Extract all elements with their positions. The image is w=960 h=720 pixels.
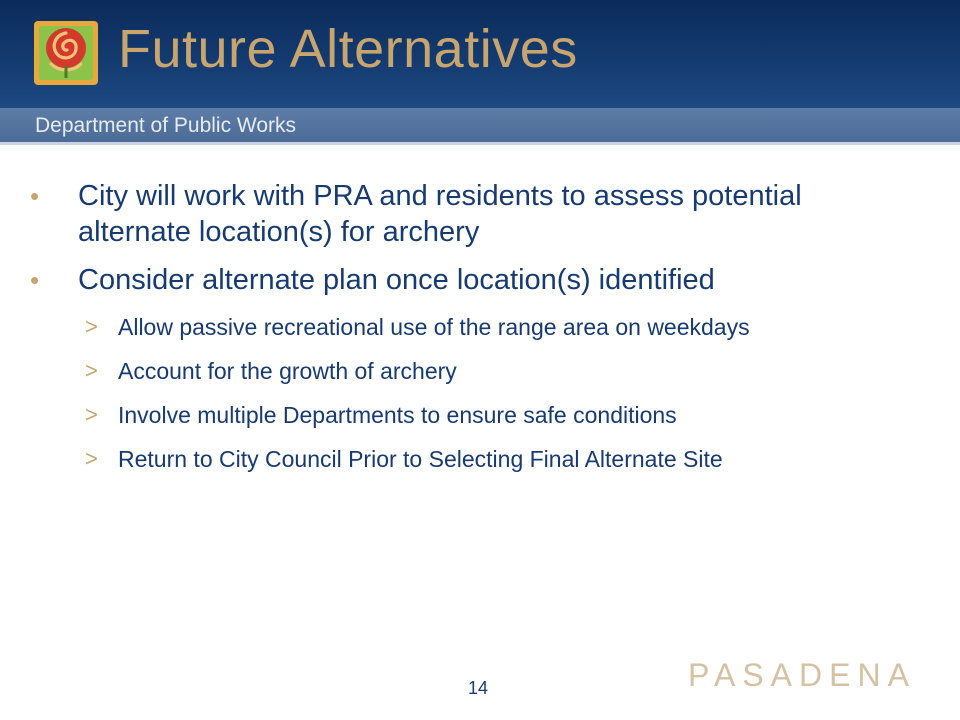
bullet-item (30, 178, 910, 250)
bullet-text: Consider alternate plan once location(s) identified (78, 264, 715, 296)
rose-icon (33, 20, 99, 86)
sub-bullet-item (30, 444, 910, 474)
bullet-item (30, 262, 910, 474)
sub-bullet-marker: > (85, 314, 98, 339)
sub-bullet-item (30, 400, 910, 430)
sub-bullet-item (30, 356, 910, 386)
slide-title: Future Alternatives (118, 19, 578, 79)
sub-bullet-list (30, 312, 910, 474)
bullet-marker: • (30, 265, 40, 295)
sub-bullet-text: Allow passive recreational use of the range area on weekdays (118, 314, 750, 340)
pasadena-logo: PASADENA (688, 657, 916, 693)
bullet-marker: • (30, 181, 40, 211)
sub-bullet-marker: > (85, 402, 98, 427)
sub-bullet-marker: > (85, 446, 98, 471)
sub-bullet-text: Return to City Council Prior to Selecting Final Alternate Site (118, 446, 723, 472)
sub-bullet-marker: > (85, 358, 98, 383)
sub-bullet-text: Involve multiple Departments to ensure safe conditions (118, 402, 677, 428)
bullet-list (30, 178, 910, 488)
sub-bullet-text: Account for the growth of archery (118, 358, 457, 384)
bullet-text: City will work with PRA and residents to assess potential alternate location(s) for archery (78, 180, 802, 248)
sub-bullet-item (30, 312, 910, 342)
page-number: 14 (468, 678, 489, 698)
department-label: Department of Public Works (35, 114, 297, 137)
